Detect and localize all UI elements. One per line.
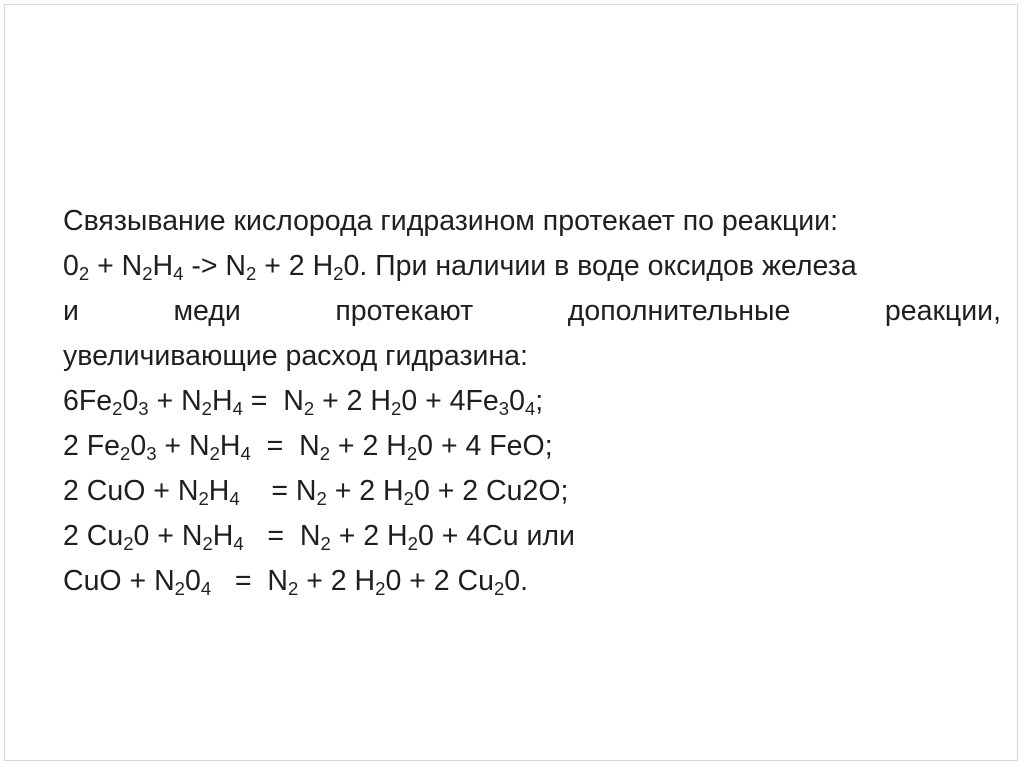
text-run: + 2 H bbox=[256, 250, 334, 282]
subscript: 4 bbox=[173, 263, 184, 285]
subscript: 2 bbox=[320, 533, 331, 555]
text-run: 2 Fe bbox=[63, 430, 121, 462]
subscript: 2 bbox=[316, 488, 327, 510]
subscript: 3 bbox=[498, 398, 510, 420]
subscript: 2 bbox=[209, 443, 220, 465]
subscript: 2 bbox=[142, 263, 153, 285]
slide-body bbox=[63, 199, 1001, 604]
subscript: 2 bbox=[287, 578, 299, 600]
subscript: 2 bbox=[78, 263, 90, 285]
text-run: 0 + 4Cu или bbox=[417, 520, 575, 552]
subscript: 2 bbox=[406, 443, 418, 465]
subscript: 4 bbox=[232, 398, 243, 420]
text-run: H bbox=[152, 250, 174, 282]
subscript: 3 bbox=[138, 398, 149, 420]
subscript: 4 bbox=[233, 533, 244, 555]
text-run: = N bbox=[211, 565, 288, 597]
subscript: 2 bbox=[303, 398, 315, 420]
text-run: = N bbox=[239, 475, 317, 507]
text-run: + 2 H bbox=[314, 385, 392, 417]
subscript: 2 bbox=[375, 578, 386, 600]
equation-4 bbox=[63, 514, 1001, 559]
subscript: 2 bbox=[333, 263, 344, 285]
text-run: 0 bbox=[130, 430, 147, 462]
text-run: 0 + 4Fe bbox=[401, 385, 499, 417]
equation-1 bbox=[63, 379, 1001, 424]
equation-5 bbox=[63, 559, 1001, 604]
text-run: 0 + N bbox=[133, 520, 203, 552]
text-run: 0 bbox=[63, 250, 79, 282]
subscript: 2 bbox=[198, 488, 209, 510]
subscript: 2 bbox=[407, 533, 418, 555]
intro-line-1: Связывание кислорода гидразином протекает по реакции: bbox=[63, 205, 839, 237]
text-run: 0. bbox=[504, 565, 529, 597]
subscript: 2 bbox=[120, 443, 131, 465]
intro-line-3: и меди протекают дополнительные реакции, bbox=[63, 295, 1001, 327]
text-run: H bbox=[211, 385, 233, 417]
text-run: 0. При наличии в воде оксидов железа bbox=[343, 250, 857, 282]
subscript: 4 bbox=[240, 443, 251, 465]
text-run: + 2 H bbox=[298, 565, 376, 597]
text-run: + N bbox=[148, 385, 202, 417]
text-run: H bbox=[219, 430, 241, 462]
subscript: 2 bbox=[319, 443, 331, 465]
text-run: 0 bbox=[509, 385, 525, 417]
slide-frame bbox=[4, 4, 1018, 761]
text-run: + 2 H bbox=[330, 430, 407, 462]
subscript: 2 bbox=[246, 263, 257, 285]
text-run: = N bbox=[243, 520, 321, 552]
subscript: 3 bbox=[146, 443, 157, 465]
subscript: 2 bbox=[493, 578, 505, 600]
text-run: ; bbox=[535, 385, 544, 417]
subscript: 4 bbox=[200, 578, 212, 600]
intro-line-2-reaction bbox=[63, 244, 1001, 289]
subscript: 2 bbox=[403, 488, 414, 510]
subscript: 2 bbox=[123, 533, 134, 555]
subscript: 2 bbox=[201, 398, 212, 420]
text-run: + N bbox=[156, 430, 210, 462]
equation-2 bbox=[63, 424, 1001, 469]
text-run: -> N bbox=[183, 250, 247, 282]
text-run: 0 + 2 Cu2O; bbox=[413, 475, 569, 507]
subscript: 2 bbox=[202, 533, 213, 555]
subscript: 2 bbox=[112, 398, 123, 420]
text-run: 0 + 2 Cu bbox=[385, 565, 494, 597]
text-run: = N bbox=[250, 430, 320, 462]
text-run: 2 CuO + N bbox=[63, 475, 199, 507]
text-run: 2 Cu bbox=[63, 520, 124, 552]
text-run: CuO + N bbox=[63, 565, 175, 597]
text-run: H bbox=[212, 520, 234, 552]
text-run: 6Fe bbox=[63, 385, 113, 417]
text-run: + 2 H bbox=[326, 475, 404, 507]
text-run: 0 bbox=[184, 565, 201, 597]
intro-line-4: увеличивающие расход гидразина: bbox=[63, 340, 528, 372]
text-run: = N bbox=[242, 385, 304, 417]
subscript: 2 bbox=[174, 578, 185, 600]
equation-3 bbox=[63, 469, 1001, 514]
text-run: 0 + 4 FeO; bbox=[417, 430, 553, 462]
intro-paragraph bbox=[63, 199, 1001, 379]
text-run: + N bbox=[89, 250, 143, 282]
text-run: 0 bbox=[122, 385, 139, 417]
subscript: 2 bbox=[391, 398, 402, 420]
subscript: 4 bbox=[524, 398, 536, 420]
text-run: H bbox=[208, 475, 230, 507]
subscript: 4 bbox=[229, 488, 240, 510]
text-run: + 2 H bbox=[330, 520, 408, 552]
